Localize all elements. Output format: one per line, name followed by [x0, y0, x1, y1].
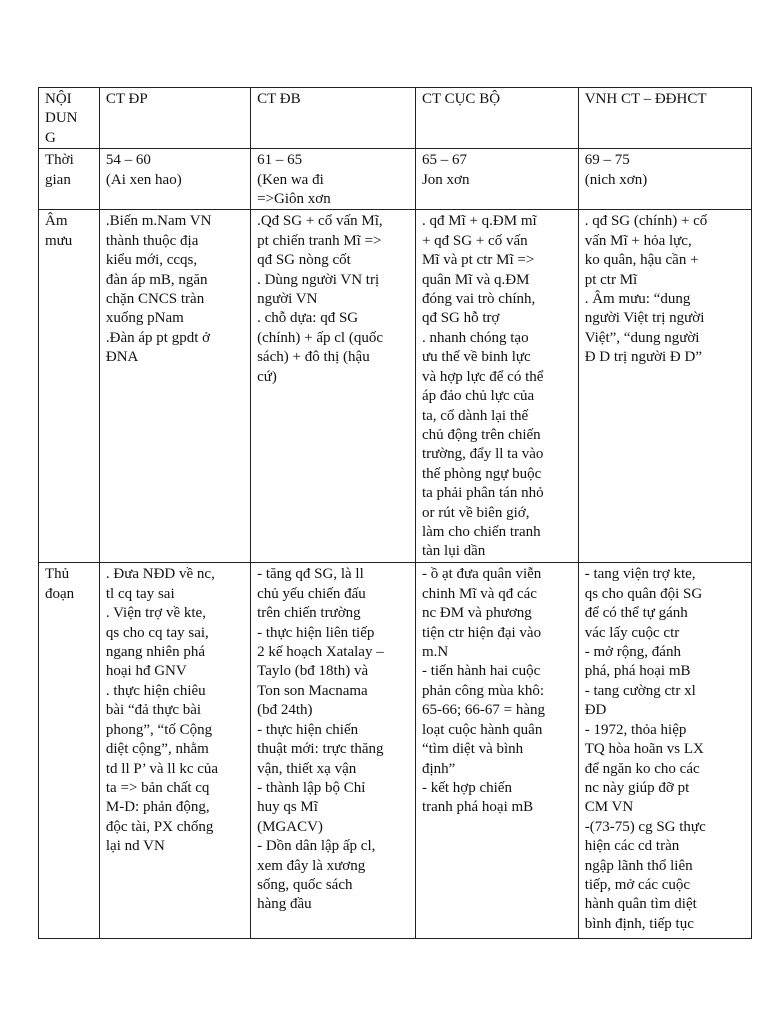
table-header-row [39, 88, 752, 149]
header-cell-content: NỘI DUN G [39, 88, 100, 149]
table-cell: 54 – 60 (Ai xen hao) [99, 149, 250, 210]
table-cell: 65 – 67 Jon xơn [415, 149, 578, 210]
table-cell: 61 – 65 (Ken wa đi =>Giôn xơn [251, 149, 416, 210]
table-cell: .Biến m.Nam VN thành thuộc địa kiểu mới, ccqs, đàn áp mB, ngăn chặn CNCS tràn xuống pNam .Đàn áp pt gpdt ở ĐNA [99, 210, 250, 563]
table-cell: - tăng qđ SG, là ll chủ yếu chiến đấu trên chiến trường - thực hiện liên tiếp 2 kế hoạch Xatalay – Taylo (bđ 18th) và Ton son Macnama (bđ 24th) - thực hiện chiến thuật mới: trực thăng vận, thiết xạ vận - thành lập bộ Chỉ huy qs Mĩ (MGACV) - Dồn dân lập ấp cl, xem đây là xương sống, quốc sách hàng đầu [251, 563, 416, 939]
table-cell: - ồ ạt đưa quân viễn chinh Mĩ và qđ các nc ĐM và phương tiện ctr hiện đại vào m.N - tiến hành hai cuộc phản công mùa khô: 65-66; 66-67 = hàng loạt cuộc hành quân “tìm diệt và bình định” - kết hợp chiến tranh phá hoại mB [415, 563, 578, 939]
table-cell: .Qđ SG + cố vấn Mĩ, pt chiến tranh Mĩ => qđ SG nòng cốt . Dùng người VN trị người VN . chỗ dựa: qđ SG (chính) + ấp cl (quốc sách) + đô thị (hậu cứ) [251, 210, 416, 563]
table-cell: . qđ Mĩ + q.ĐM mĩ + qđ SG + cố vấn Mĩ và pt ctr Mĩ => quân Mĩ và q.ĐM đóng vai trò chính, qđ SG hỗ trợ . nhanh chóng tạo ưu thế về binh lực và hợp lực để có thể áp đảo chủ lực của ta, cố dành lại thế chủ động trên chiến trường, đẩy ll ta vào thế phòng ngự buộc ta phải phân tán nhỏ or rút về biên giớ, làm cho chiến tranh tàn lụi dần [415, 210, 578, 563]
header-cell-ct-cuc-bo: CT CỤC BỘ [415, 88, 578, 149]
table-row-time [39, 149, 752, 210]
table-cell: . Đưa NĐD về nc, tl cq tay sai . Viện trợ về kte, qs cho cq tay sai, ngang nhiên phá hoại hđ GNV . thực hiện chiêu bài “đả thực bài phong”, “tố Cộng diệt cộng”, nhằm td ll P’ và ll kc của ta => bản chất cq M-D: phản động, độc tài, PX chống lại nd VN [99, 563, 250, 939]
header-cell-ct-dp: CT ĐP [99, 88, 250, 149]
table-cell: . qđ SG (chính) + cố vấn Mĩ + hỏa lực, ko quân, hậu cần + pt ctr Mĩ . Âm mưu: “dung người Việt trị người Việt”, “dung người Đ D trị người Đ D” [578, 210, 751, 563]
comparison-table [38, 87, 752, 939]
header-cell-vnh-ct: VNH CT – ĐĐHCT [578, 88, 751, 149]
row-label-plot: Âm mưu [39, 210, 100, 563]
table-row-plot [39, 210, 752, 563]
row-label-time: Thời gian [39, 149, 100, 210]
row-label-tactics: Thủ đoạn [39, 563, 100, 939]
table-row-tactics [39, 563, 752, 939]
table-cell: - tang viện trợ kte, qs cho quân đội SG để có thể tự gánh vác lấy cuộc ctr - mở rộng, đánh phá, phá hoại mB - tang cường ctr xl ĐD - 1972, thỏa hiệp TQ hòa hoãn vs LX để ngăn ko cho các nc này giúp đỡ pt CM VN -(73-75) cg SG thực hiện các cd tràn ngập lãnh thổ liên tiếp, mở các cuộc hành quân tìm diệt bình định, tiếp tục [578, 563, 751, 939]
header-cell-ct-db: CT ĐB [251, 88, 416, 149]
table-cell: 69 – 75 (nich xơn) [578, 149, 751, 210]
